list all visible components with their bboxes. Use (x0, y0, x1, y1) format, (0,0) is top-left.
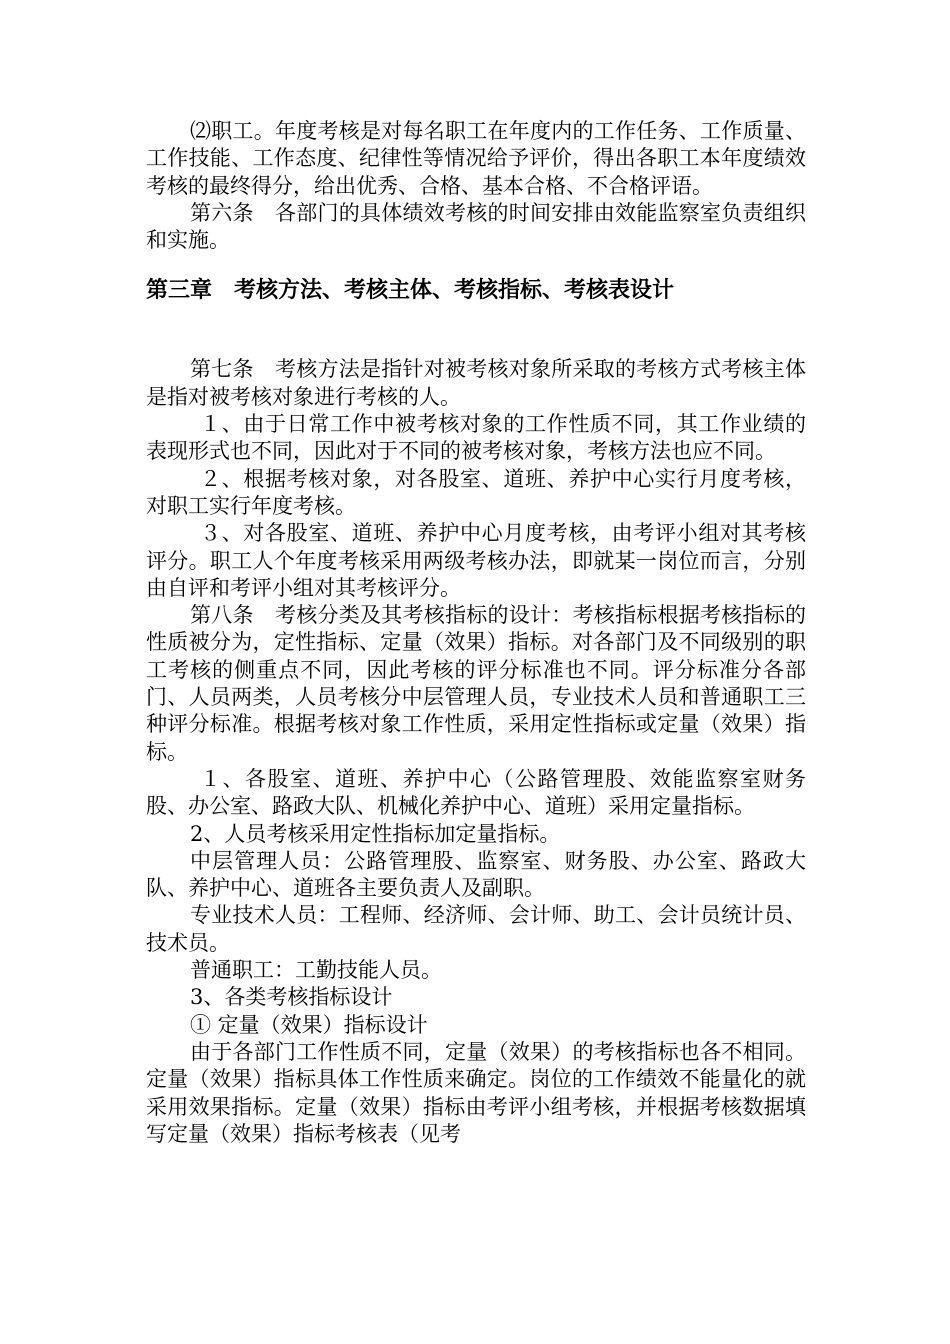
paragraph-indicator-design: 3、各类考核指标设计 (190, 985, 393, 1010)
paragraph-staff-annual-review: ⑵职工。年度考核是对每名职工在年度内的工作任务、工作质量、工作技能、工作态度、纪律性等情况给予评价，得出各职工本年度绩效考核的最终得分，给出优秀、合格、基本合格、不合格评语。 (146, 119, 806, 198)
paragraph-middle-managers: 中层管理人员：公路管理股、监察室、财务股、办公室、路政大队、养护中心、道班各主要负责人及副职。 (146, 848, 806, 901)
chapter-heading: 第三章 考核方法、考核主体、考核指标、考核表设计 (146, 278, 675, 304)
paragraph-article-8-item-1: １、各股室、道班、养护中心（公路管理股、效能监察室财务股、办公室、路政大队、机械化养护中心、道班）采用定量指标。 (146, 766, 806, 819)
paragraph-item-2: ２、根据考核对象，对各股室、道班、养护中心实行月度考核，对职工实行年度考核。 (146, 466, 806, 518)
paragraph-article-7: 第七条 考核方法是指针对被考核对象所采取的考核方式考核主体是指对被考核对象进行考核的人。 (146, 357, 806, 409)
paragraph-article-8: 第八条 考核分类及其考核指标的设计：考核指标根据考核指标的性质被分为，定性指标、定量（效果）指标。对各部门及不同级别的职工考核的侧重点不同，因此考核的评分标准也不同。评分标准分各部门、人员两类，人员考核分中层管理人员，专业技术人员和普通职工三种评分标准。根据考核对象工作性质，采用定性指标或定量（效果）指标。 (146, 603, 806, 764)
paragraph-technical-staff: 专业技术人员：工程师、经济师、会计师、助工、会计员统计员、技术员。 (146, 903, 806, 955)
document-page (146, 118, 806, 1148)
paragraph-item-3: ３、对各股室、道班、养护中心月度考核，由考评小组对其考核评分。职工人个年度考核采用两级考核办法，即就某一岗位而言，分别由自评和考评小组对其考核评分。 (146, 521, 806, 600)
paragraph-general-staff: 普通职工：工勤技能人员。 (190, 958, 442, 983)
paragraph-quantitative-detail: 由于各部门工作性质不同，定量（效果）的考核指标也各不相同。定量（效果）指标具体工作性质来确定。岗位的工作绩效不能量化的就采用效果指标。定量（效果）指标由考评小组考核，并根据考核数据填写定量（效果）指标考核表（见考 (146, 1039, 806, 1146)
paragraph-quantitative-indicator: ① 定量（效果）指标设计 (190, 1012, 428, 1037)
paragraph-item-1: １、由于日常工作中被考核对象的工作性质不同，其工作业绩的表现形式也不同，因此对于不同的被考核对象，考核方法也应不同。 (146, 412, 806, 464)
paragraph-article-8-item-2: 2、人员考核采用定性指标加定量指标。 (190, 821, 561, 846)
paragraph-article-6: 第六条 各部门的具体绩效考核的时间安排由效能监察室负责组织和实施。 (146, 200, 806, 253)
